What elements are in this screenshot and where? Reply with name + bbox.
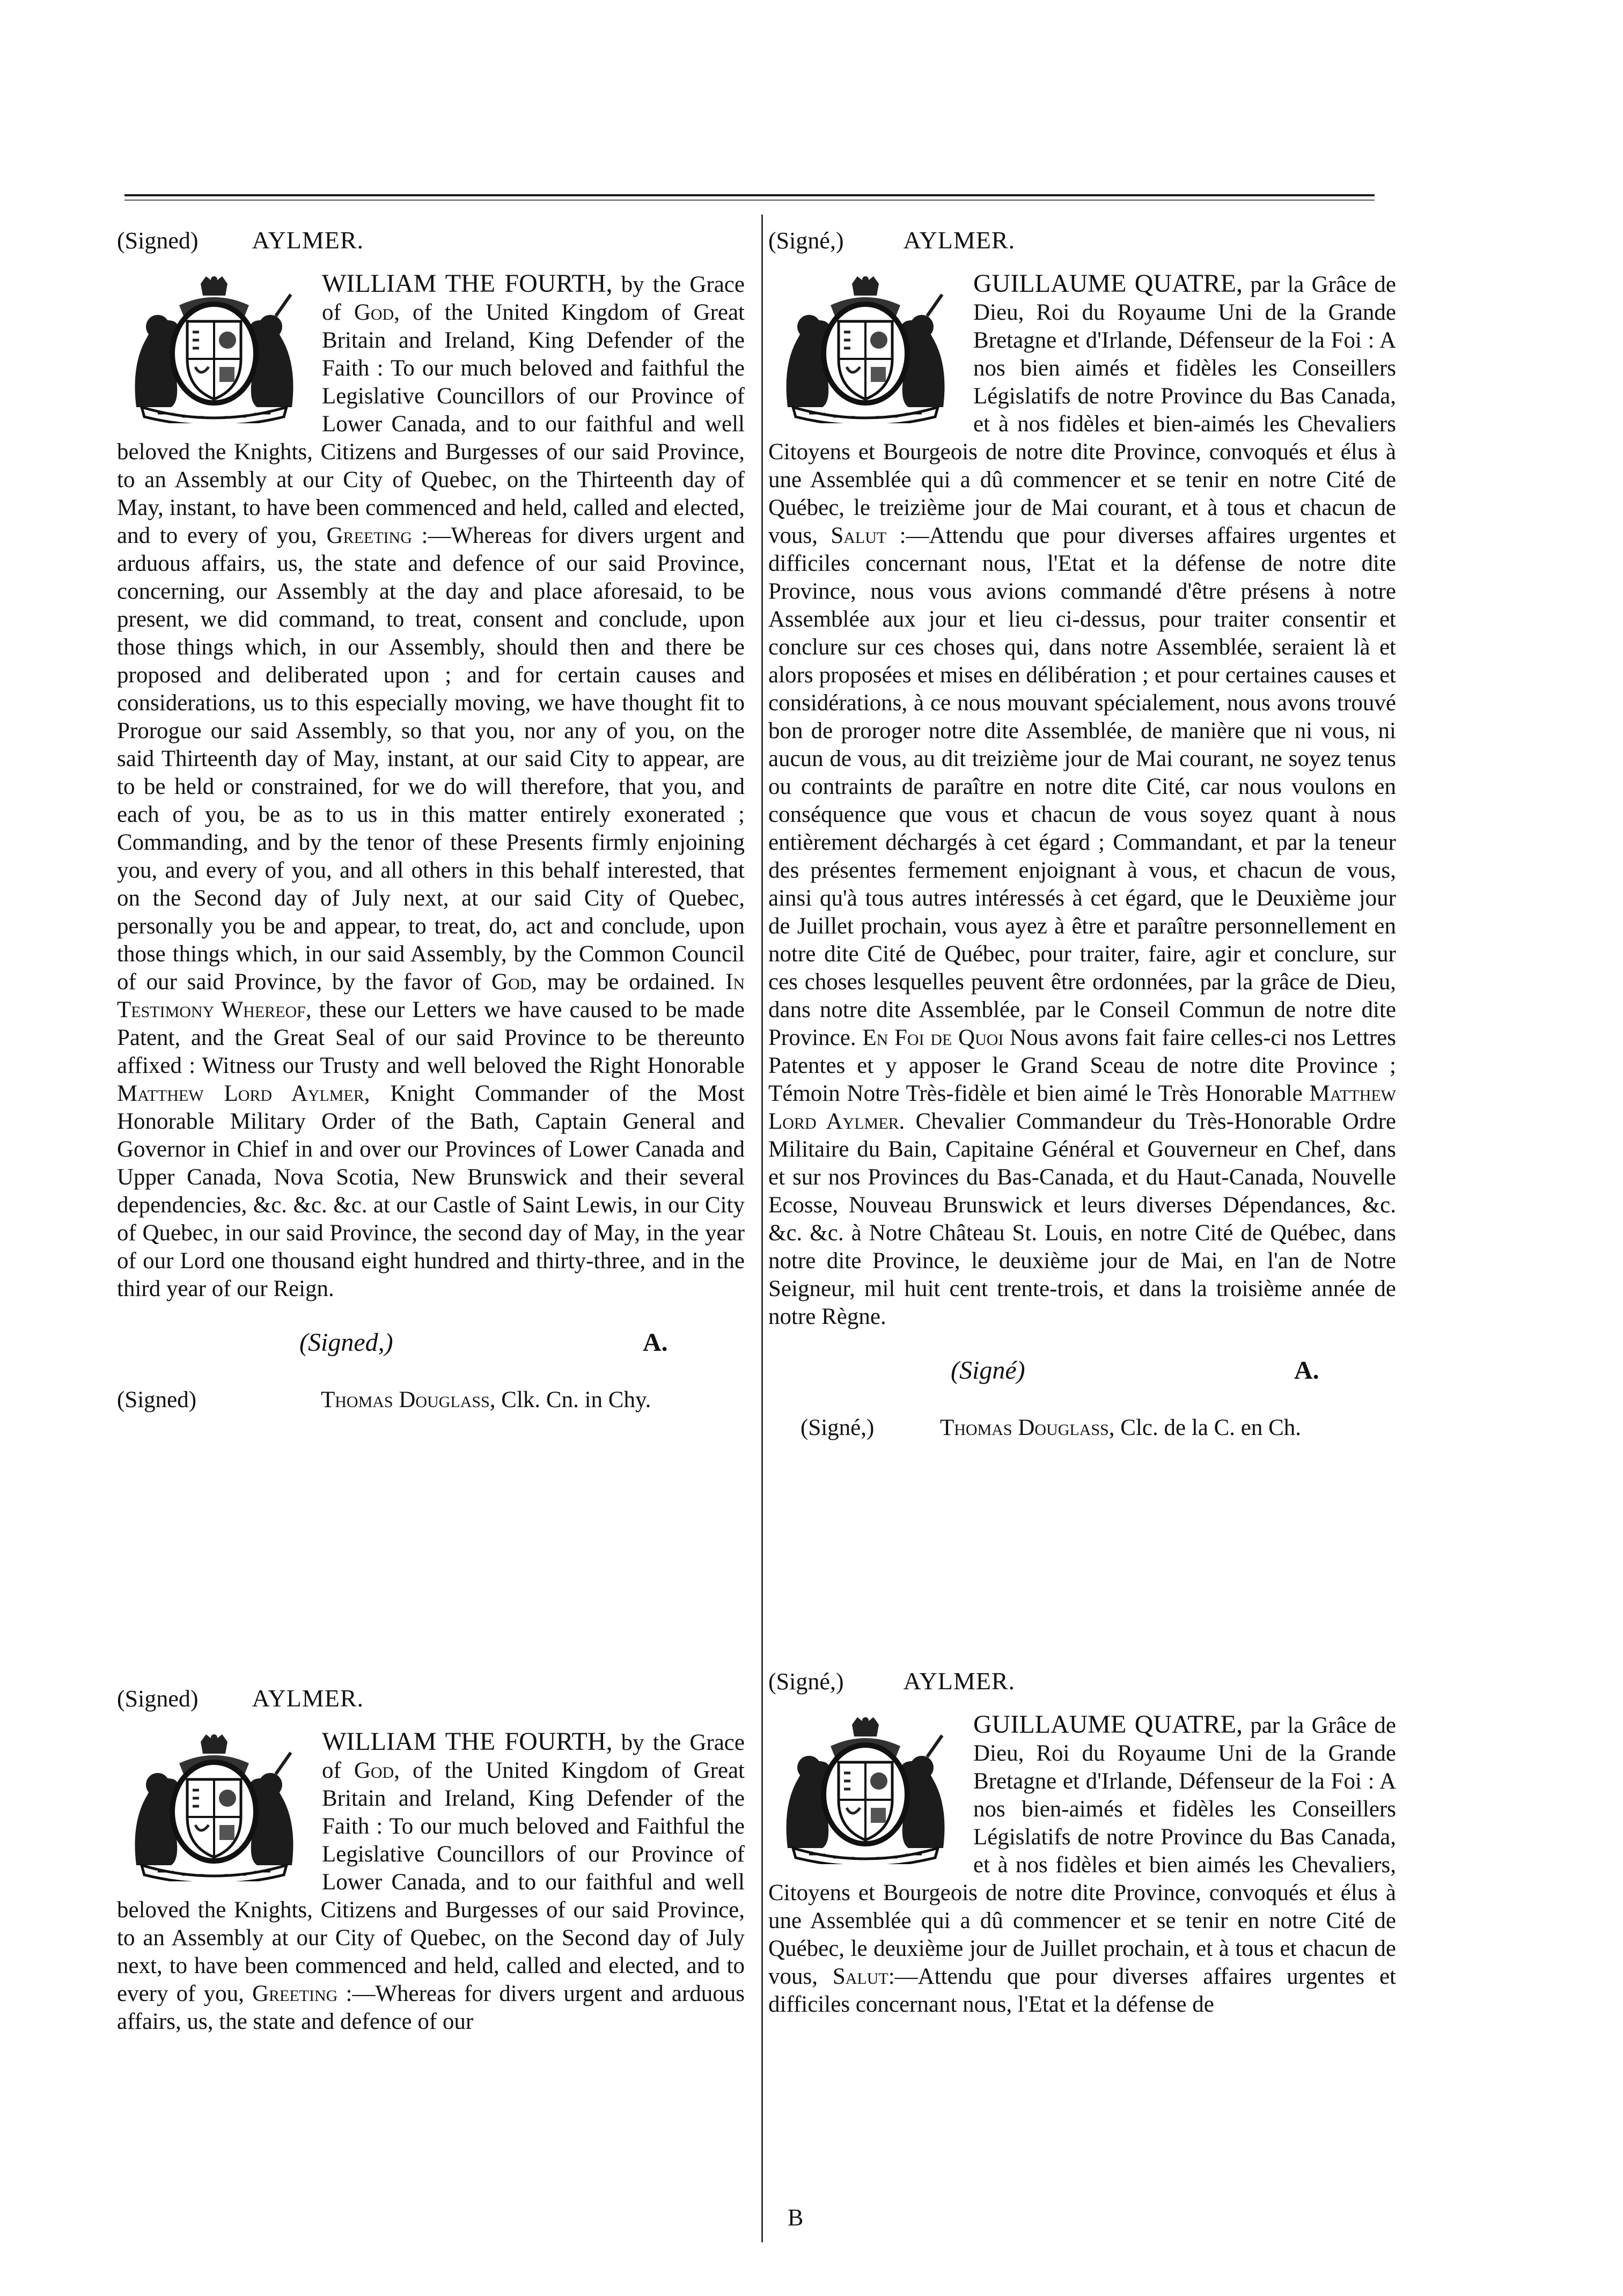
- closing-signature: (Signed,) A.: [299, 1328, 668, 1357]
- signature-line: [768, 1665, 1396, 1698]
- royal-coat-of-arms-icon: [120, 273, 308, 423]
- proclamation-heading: WILLIAM THE FOURTH,: [322, 1727, 613, 1756]
- signer-name: AYLMER.: [252, 1684, 364, 1712]
- signed-label: (Signed): [117, 1686, 199, 1712]
- signature-line: [117, 224, 745, 257]
- signer-name: AYLMER.: [252, 226, 364, 254]
- proclamation-fr-1: [768, 224, 1396, 1447]
- proclamation-text: GUILLAUME QUATRE, par la Grâce de Dieu, Roi du Royaume Uni de la Grande Bretagne et d'Irlande, Défenseur de la Foi : A nos bien-aimés et fidèles les Conseillers Législatifs de notre Province du Bas Canada, et à nos fidèles et bien aimés les Chevaliers, Citoyens et Bourgeois de notre dite Province, convoqués et élus à une Assemblée qui a dû commencer et se tenir en notre Cité de Québec, le deuxième jour de Juillet prochain, et à tous et chacun de vous, Salut:—Attendu que pour diverses affaires urgentes et difficiles concernant nous, l'Etat et la défense de: [768, 1710, 1397, 2017]
- clerk-signature: (Signé,) Thomas Douglass, Clc. de la C. en Ch.: [801, 1415, 1302, 1440]
- royal-coat-of-arms-icon: [772, 273, 959, 423]
- clerk-signature: (Signed) Thomas Douglass, Clk. Cn. in Chy.: [117, 1387, 651, 1412]
- signed-label: (Signé,): [768, 227, 844, 254]
- signed-label: (Signed): [117, 227, 199, 254]
- top-rule-thin: [124, 200, 1375, 201]
- top-rule-thick: [124, 194, 1375, 196]
- signature-mark: B: [788, 2204, 804, 2231]
- closing-signature: (Signé) A.: [951, 1356, 1319, 1385]
- royal-coat-of-arms-icon: [120, 1731, 308, 1881]
- signature-line: [117, 1682, 745, 1715]
- proclamation-en-1: [117, 224, 745, 1419]
- proclamation-fr-2: [768, 1665, 1396, 2019]
- proclamation-en-2: [117, 1682, 745, 2036]
- column-divider: [761, 215, 763, 2242]
- proclamation-heading: WILLIAM THE FOURTH,: [322, 269, 613, 298]
- signer-name: AYLMER.: [903, 1667, 1015, 1695]
- signed-label: (Signé,): [768, 1668, 844, 1695]
- proclamation-text: GUILLAUME QUATRE, par la Grâce de Dieu, Roi du Royaume Uni de la Grande Bretagne et d'Irlande, Défenseur de la Foi : A nos bien aimés et fidèles les Conseillers Législatifs de notre Province du Bas Canada, et à nos fidèles et bien-aimés les Chevaliers Citoyens et Bourgeois de notre dite Province, convoqués et élus à une Assemblée qui a dû commencer et se tenir en notre Cité de Québec, le treizième jour de Mai courant, et à tous et chacun de vous, Salut :—Attendu que pour diverses affaires urgentes et difficiles concernant nous, l'Etat et la défense de notre dite Province, nous vous avions commandé d'être présens à notre Assemblée aux jour et lieu ci-dessus, pour traiter consentir et conclure sur ces choses qui, dans notre Assemblée, seraient là et alors proposées et mises en délibération ; et pour certaines causes et considérations, à ce nous mouvant spécialement, nous avons trouvé bon de proroger notre dite Assemblée, de manière que ni vous, ni aucun de vous, au dit treizième jour de Mai courant, ne soyez tenus ou contraints de paraître en notre dite Cité, car nous voulons en conséquence que vous et chacun de vous soyez quant à nous entièrement déchargés à cet égard ; Commandant, et par la teneur des présentes fermement enjoignant à vous, et chacun de vous, ainsi qu'à tous autres intéressés à cet égard, que le Deuxième jour de Juillet prochain, vous ayez à être et paraître personnellement en notre dite Cité de Québec, pour traiter, faire, agir et conclure, sur ces choses lesquelles peuvent être ordonnées, par la grâce de Dieu, dans notre dite Assemblée, par le Conseil Commun de notre dite Province. En Foi de Quoi Nous avons fait faire celles-ci nos Lettres Patentes et y apposer le Grand Sceau de notre dite Province ; Témoin Notre Très-fidèle et bien aimé le Très Honorable Matthew Lord Aylmer. Chevalier Commandeur du Très-Honorable Ordre Militaire du Bain, Capitaine Général et Gouverneur en Chef, dans et sur nos Provinces du Bas-Canada, et du Haut-Canada, Nouvelle Ecosse, Nouveau Brunswick et leurs diverses Dépendances, &c. &c. &c. à Notre Château St. Louis, en notre Cité de Québec, dans notre dite Province, le deuxième jour de Mai, en l'an de Notre Seigneur, mil huit cent trente-trois, et dans la troisième année de notre Règne.: [768, 269, 1397, 1329]
- proclamation-text: WILLIAM THE FOURTH, by the Grace of God, of the United Kingdom of Great Britain and Ireland, King Defender of the Faith : To our much beloved and Faithful the Legislative Councillors of our Province of Lower Canada, and to our faithful and well beloved the Knights, Citizens and Burgesses of our said Province, to an Assembly at our City of Quebec, on the Second day of July next, to have been commenced and held, called and elected, and to every of you, Greeting :—Whereas for divers urgent and arduous affairs, us, the state and defence of our: [117, 1727, 745, 2034]
- royal-coat-of-arms-icon: [772, 1714, 959, 1864]
- signer-name: AYLMER.: [903, 226, 1015, 254]
- signature-line: [768, 224, 1396, 257]
- proclamation-heading: GUILLAUME QUATRE,: [973, 269, 1243, 298]
- proclamation-heading: GUILLAUME QUATRE,: [973, 1710, 1243, 1739]
- proclamation-text: WILLIAM THE FOURTH, by the Grace of God, of the United Kingdom of Great Britain and Ireland, King Defender of the Faith : To our much beloved and faithful the Legislative Councillors of our Province of Lower Canada, and to our faithful and well beloved the Knights, Citizens and Burgesses of our said Province, to an Assembly at our City of Quebec, on the Thirteenth day of May, instant, to have been commenced and held, called and elected, and to every of you, Greeting :—Whereas for divers urgent and arduous affairs, us, the state and defence of our said Province, concerning, our Assembly at the day and place aforesaid, to be present, we did command, to treat, consent and conclude, upon those things which, in our Assembly, should then and there be proposed and deliberated upon ; and for certain causes and considerations, us to this especially moving, we have thought fit to Prorogue our said Assembly, so that you, nor any of you, on the said Thirteenth day of May, instant, at our said City to appear, are to be held or constrained, for we do will therefore, that you, and each of you, be as to us in this matter entirely exonerated ; Commanding, and by the tenor of these Presents firmly enjoining you, and every of you, and all others in this behalf interested, that on the Second day of July next, at our said City of Quebec, personally you be and appear, to treat, do, act and conclude, upon those things which, in our said Assembly, by the Common Council of our said Province, by the favor of God, may be ordained. In Testimony Whereof, these our Letters we have caused to be made Patent, and the Great Seal of our said Province to be thereunto affixed : Witness our Trusty and well beloved the Right Honorable Matthew Lord Aylmer, Knight Commander of the Most Honorable Military Order of the Bath, Captain General and Governor in Chief in and over our Provinces of Lower Canada and Upper Canada, Nova Scotia, New Brunswick and their several dependencies, &c. &c. &c. at our Castle of Saint Lewis, in our City of Quebec, in our said Province, the second day of May, in the year of our Lord one thousand eight hundred and thirty-three, and in the third year of our Reign.: [117, 269, 745, 1301]
